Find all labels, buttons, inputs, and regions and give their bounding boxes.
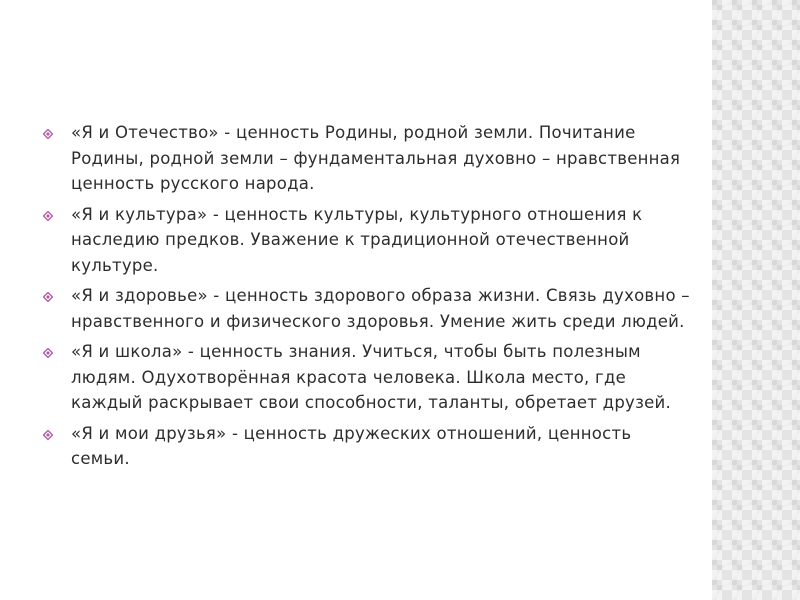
bullet-list	[43, 120, 693, 472]
bullet-item	[43, 283, 693, 334]
bullet-item	[43, 421, 693, 472]
decorative-side-panel	[712, 0, 800, 600]
slide-content	[43, 120, 693, 477]
bullet-item	[43, 202, 693, 279]
diamond-bullet-icon	[43, 430, 53, 440]
bullet-text: «Я и культура» - ценность культуры, культурного отношения к наследию предков. Уважение к традиционной отечественной культуре.	[71, 204, 643, 275]
diamond-bullet-icon	[43, 211, 53, 221]
diamond-bullet-icon	[43, 348, 53, 358]
bullet-text: «Я и школа» - ценность знания. Учиться, чтобы быть полезным людям. Одухотворённая красота человека. Школа место, где каждый раскрывает свои способности, таланты, обретает друзей.	[71, 342, 671, 412]
diamond-bullet-icon	[43, 292, 53, 302]
bullet-text: «Я и Отечество» - ценность Родины, родной земли. Почитание Родины, родной земли – фундаментальная духовно – нравственная ценность русского народа.	[71, 123, 681, 193]
bullet-item	[43, 120, 693, 197]
bullet-text: «Я и мои друзья» - ценность дружеских отношений, ценность семьи.	[71, 423, 632, 468]
bullet-item	[43, 339, 693, 416]
diamond-bullet-icon	[43, 129, 53, 139]
bullet-text: «Я и здоровье» - ценность здорового образа жизни. Связь духовно – нравственного и физического здоровья. Умение жить среди людей.	[71, 286, 690, 331]
